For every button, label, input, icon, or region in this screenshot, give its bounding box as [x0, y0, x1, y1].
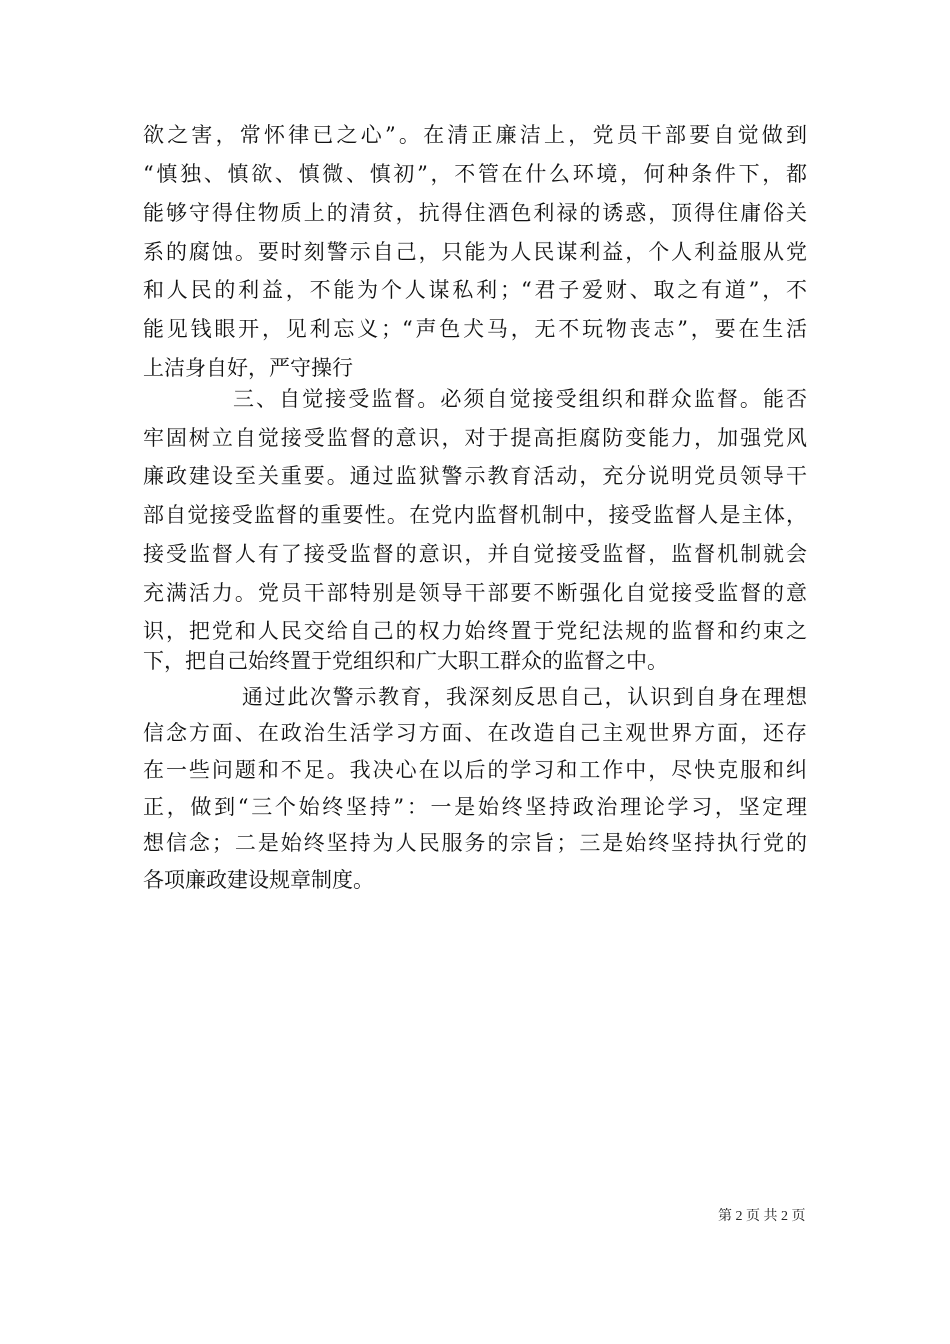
text-line: 想信念；二是始终坚持为人民服务的宗旨；三是始终坚持执行党的: [143, 831, 807, 855]
text-line: 正，做到“三个始终坚持”：一是始终坚持政治理论学习，坚定理: [143, 795, 807, 819]
text-line: “慎独、慎欲、慎微、慎初”，不管在什么环境，何种条件下，都: [143, 162, 807, 186]
text-line: 能够守得住物质上的清贫，抗得住酒色利禄的诱惑，顶得住庸俗关: [143, 201, 807, 225]
text-line: 和人民的利益，不能为个人谋私利；“君子爱财、取之有道”，不: [143, 278, 807, 302]
text-line: 三、自觉接受监督。必须自觉接受组织和群众监督。能否: [233, 387, 807, 411]
text-line: 部自觉接受监督的重要性。在党内监督机制中，接受监督人是主体，: [143, 503, 807, 527]
text-line: 各项廉政建设规章制度。: [143, 868, 374, 892]
text-line: 接受监督人有了接受监督的意识，并自觉接受监督，监督机制就会: [143, 542, 807, 566]
text-line: 牢固树立自觉接受监督的意识，对于提高拒腐防变能力，加强党风: [143, 426, 807, 450]
text-line: 上洁身自好，严守操行: [143, 356, 353, 380]
page-number: 第 2 页 共 2 页: [718, 1209, 806, 1224]
text-line: 系的腐蚀。要时刻警示自己，只能为人民谋利益，个人利益服从党: [143, 240, 807, 264]
text-line: 充满活力。党员干部特别是领导干部要不断强化自觉接受监督的意: [143, 581, 807, 605]
text-line: 廉政建设至关重要。通过监狱警示教育活动，充分说明党员领导干: [143, 464, 807, 488]
text-line: 能见钱眼开，见利忘义；“声色犬马，无不玩物丧志”，要在生活: [143, 317, 807, 341]
text-line: 通过此次警示教育，我深刻反思自己，认识到自身在理想: [242, 685, 807, 709]
text-line: 下，把自己始终置于党组织和广大职工群众的监督之中。: [143, 649, 668, 673]
text-line: 在一些问题和不足。我决心在以后的学习和工作中，尽快克服和纠: [143, 758, 807, 782]
text-line: 信念方面、在政治生活学习方面、在改造自己主观世界方面，还存: [143, 721, 807, 745]
text-line: 欲之害，常怀律已之心”。在清正廉洁上，党员干部要自觉做到: [143, 123, 807, 147]
text-line: 识，把党和人民交给自己的权力始终置于党纪法规的监督和约束之: [143, 619, 807, 643]
